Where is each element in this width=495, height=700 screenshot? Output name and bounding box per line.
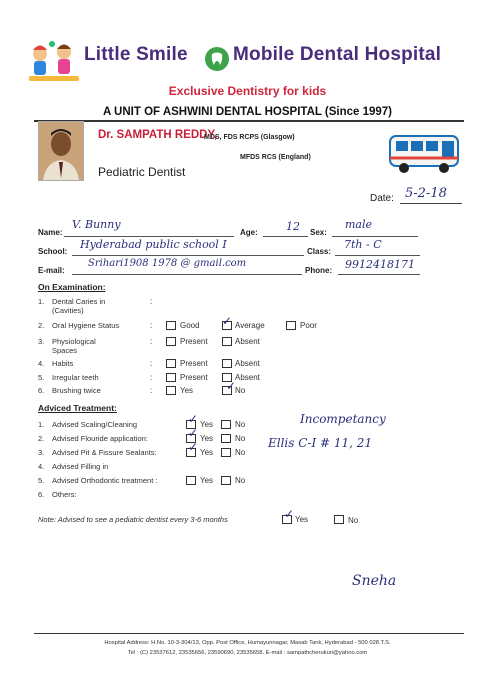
exam-row-3-label: Physiological <box>52 337 96 346</box>
age-underline <box>263 236 308 237</box>
tooth-logo-icon <box>204 46 230 72</box>
date-underline <box>400 203 462 204</box>
exam-row-1-label2: (Cavities) <box>52 306 84 315</box>
school-underline <box>72 255 304 256</box>
email-label: E-mail: <box>38 266 65 275</box>
note-no-label: No <box>348 516 359 525</box>
ortho-no-label: No <box>235 476 246 485</box>
sealants-no-label: No <box>235 448 246 457</box>
exam-row-1-colon: : <box>150 297 153 306</box>
class-label: Class: <box>307 247 332 256</box>
treat-row-5-label: Advised Orthodontic treatment : <box>52 476 158 485</box>
treat-row-2-num: 2. <box>38 434 45 443</box>
sealants-yes-tick-icon: ✓ <box>188 440 199 454</box>
spaces-absent-label: Absent <box>235 337 260 346</box>
treat-row-3-label: Advised Pit & Fissure Sealants: <box>52 448 157 457</box>
name-value: V. Bunny <box>72 218 121 231</box>
kids-logo-icon <box>24 38 84 86</box>
treat-row-4-label: Advised Filling in <box>52 462 109 471</box>
class-underline <box>335 255 420 256</box>
hospital-title-part1: Little Smile <box>84 44 188 65</box>
scaling-no-checkbox[interactable] <box>221 420 231 429</box>
footer-address: Hospital Address: H.No. 10-3-304/13, Opp. Post Office, Humayunnagar, Masab Tank, Hyderabad - 500 028.T.S. <box>104 640 391 646</box>
treat-row-1-num: 1. <box>38 420 45 429</box>
footer-divider <box>34 633 464 634</box>
treat-row-1-label: Advised Scaling/Cleaning <box>52 420 138 429</box>
treatment-heading: Adviced Treatment: <box>38 403 117 413</box>
note-no-checkbox[interactable] <box>334 515 344 524</box>
flouride-no-checkbox[interactable] <box>221 434 231 443</box>
treat-row-6-num: 6. <box>38 490 45 499</box>
phone-value: 9912418171 <box>345 258 415 271</box>
sex-label: Sex: <box>310 228 327 237</box>
date-label: Date: <box>370 193 394 204</box>
exam-row-4-num: 4. <box>38 359 45 368</box>
signature: Sneha <box>352 573 397 589</box>
irregular-present-checkbox[interactable] <box>166 373 176 382</box>
oral-hygiene-poor-checkbox[interactable] <box>286 321 296 330</box>
exam-row-1-label: Dental Caries in <box>52 297 106 306</box>
flouride-yes-tick-icon: ✓ <box>188 426 199 440</box>
sex-value: male <box>345 218 373 231</box>
treat-row-4-num: 4. <box>38 462 45 471</box>
treat-row-6-label: Others: <box>52 490 77 499</box>
oral-hygiene-poor-label: Poor <box>300 321 317 330</box>
habits-absent-label: Absent <box>235 359 260 368</box>
exam-row-4-colon: : <box>150 359 153 368</box>
brushing-no-tick-icon: ✓ <box>226 379 237 393</box>
email-value: Srihari1908 1978 @ gmail.com <box>88 258 247 269</box>
class-value: 7th - C <box>344 238 382 251</box>
phone-underline <box>338 274 420 275</box>
scaling-yes-tick-icon: ✓ <box>188 412 199 426</box>
name-underline <box>64 236 234 237</box>
exam-row-6-label: Brushing twice <box>52 386 101 395</box>
habits-absent-checkbox[interactable] <box>222 359 232 368</box>
examination-heading: On Examination: <box>38 282 106 292</box>
footer-contact: Tel : (C) 23537612, 23535656, 23590690, 23535658. E-mail : sampathcherukuri@yahoo.com <box>127 650 368 656</box>
oral-hygiene-average-tick-icon: ✓ <box>222 314 233 328</box>
habits-present-checkbox[interactable] <box>166 359 176 368</box>
treat-row-5-num: 5. <box>38 476 45 485</box>
exam-row-3-colon: : <box>150 337 153 346</box>
exam-row-6-colon: : <box>150 386 153 395</box>
hospital-title-part2: Mobile Dental Hospital <box>233 44 442 65</box>
scaling-no-label: No <box>235 420 246 429</box>
exam-row-5-label: Irregular teeth <box>52 373 99 382</box>
spaces-present-label: Present <box>180 337 208 346</box>
brushing-yes-label: Yes <box>180 386 194 395</box>
oral-hygiene-good-label: Good <box>180 321 200 330</box>
note-yes-tick-icon: ✓ <box>284 507 295 521</box>
exam-row-5-num: 5. <box>38 373 45 382</box>
habits-present-label: Present <box>180 359 208 368</box>
exam-row-4-label: Habits <box>52 359 74 368</box>
exam-row-3-label2: Spaces <box>52 346 78 355</box>
date-value: 5-2-18 <box>405 186 447 201</box>
doctor-photo <box>38 121 84 181</box>
treat-row-2-label: Advised Flouride application: <box>52 434 148 443</box>
ortho-yes-label: Yes <box>200 476 214 485</box>
brushing-no-label: No <box>235 386 246 395</box>
handwritten-note-1: Incompetancy <box>300 412 386 426</box>
age-label: Age: <box>240 228 258 237</box>
spaces-present-checkbox[interactable] <box>166 337 176 346</box>
oral-hygiene-average-label: Average <box>235 321 265 330</box>
school-value: Hyderabad public school I <box>80 238 227 251</box>
flouride-yes-label: Yes <box>200 434 214 443</box>
sealants-no-checkbox[interactable] <box>221 448 231 457</box>
ortho-no-checkbox[interactable] <box>221 476 231 485</box>
header-divider <box>34 120 464 122</box>
advice-note: Note: Advised to see a pediatric dentist every 3-6 months <box>38 515 228 524</box>
sealants-yes-label: Yes <box>200 448 214 457</box>
exam-row-2-label: Oral Hygiene Status <box>52 321 120 330</box>
exam-row-3-num: 3. <box>38 337 45 346</box>
phone-label: Phone: <box>305 266 333 275</box>
exam-row-5-colon: : <box>150 373 153 382</box>
email-underline <box>72 274 302 275</box>
spaces-absent-checkbox[interactable] <box>222 337 232 346</box>
scaling-yes-label: Yes <box>200 420 214 429</box>
bus-icon <box>386 128 464 178</box>
irregular-absent-label: Absent <box>235 373 260 382</box>
exam-row-6-num: 6. <box>38 386 45 395</box>
exam-row-2-colon: : <box>150 321 153 330</box>
unit-line: A UNIT OF ASHWINI DENTAL HOSPITAL (Since 1997) <box>102 106 393 118</box>
exam-row-2-num: 2. <box>38 321 45 330</box>
treat-row-3-num: 3. <box>38 448 45 457</box>
age-value: 12 <box>286 220 300 233</box>
ortho-yes-checkbox[interactable] <box>186 476 196 485</box>
doctor-degrees-1: MDS, FDS RCPS (Glasgow) <box>204 134 295 141</box>
brushing-yes-checkbox[interactable] <box>166 386 176 395</box>
doctor-name: Dr. SAMPATH REDDY, <box>98 129 218 141</box>
exam-row-1-num: 1. <box>38 297 45 306</box>
hospital-subtitle: Exclusive Dentistry for kids <box>168 84 327 98</box>
handwritten-note-2: Ellis C-I # 11, 21 <box>268 436 373 450</box>
school-label: School: <box>38 247 68 256</box>
oral-hygiene-good-checkbox[interactable] <box>166 321 176 330</box>
name-label: Name: <box>38 228 63 237</box>
doctor-role: Pediatric Dentist <box>98 165 186 179</box>
sex-underline <box>332 236 418 237</box>
doctor-degrees-2: MFDS RCS (England) <box>240 154 311 161</box>
irregular-present-label: Present <box>180 373 208 382</box>
note-yes-label: Yes <box>295 515 309 524</box>
flouride-no-label: No <box>235 434 246 443</box>
